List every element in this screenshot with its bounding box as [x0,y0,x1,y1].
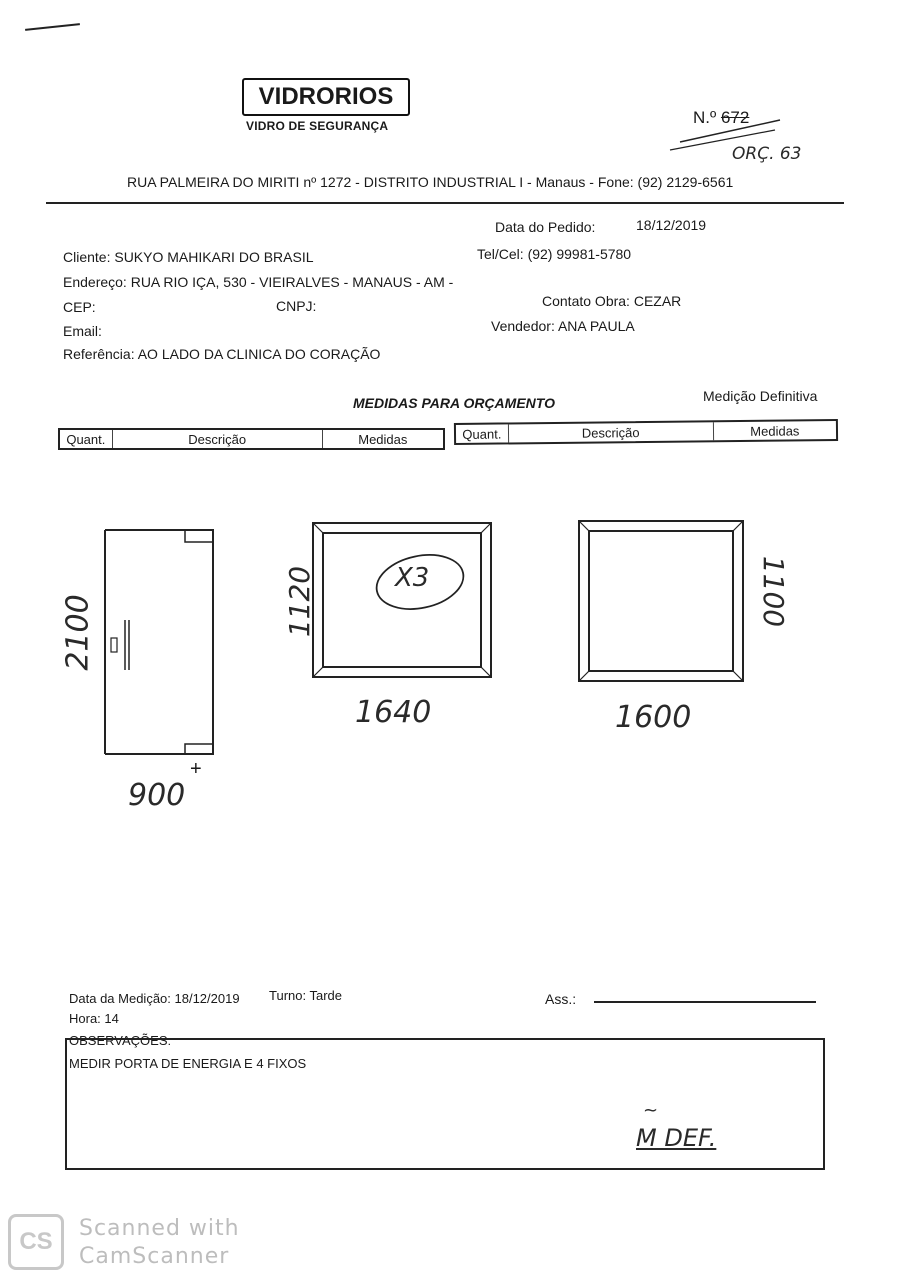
handwritten-note: M DEF. [636,1124,717,1152]
client-cep: CEP: [63,299,96,315]
reference: Referência: AO LADO DA CLINICA DO CORAÇÃO [63,346,381,362]
frame1-sketch [310,520,496,680]
client-email: Email: [63,323,102,339]
frame1-height: 1120 [283,565,317,638]
company-logo: VIDRORIOS [242,78,410,116]
observations-text: MEDIR PORTA DE ENERGIA E 4 FIXOS [69,1056,307,1071]
order-number-value: 672 [720,108,750,127]
measure-date: Data da Medição: 18/12/2019 [69,991,240,1006]
measures-table-right [454,419,838,445]
watermark-line-1: Scanned with [79,1216,240,1241]
measures-table-left [58,428,445,450]
client-cnpj: CNPJ: [276,298,317,314]
client-phone: Tel/Cel: (92) 99981-5780 [477,246,632,262]
handwritten-mark: ~ [643,1100,659,1121]
company-address: RUA PALMEIRA DO MIRITI nº 1272 - DISTRITO INDUSTRIAL I - Manaus - Fone: (92) 2129-6561 [127,174,734,190]
column-header-measures: Medidas [358,432,408,447]
watermark-line-2: CamScanner [79,1244,230,1269]
column-header-description: Descrição [509,422,714,442]
column-header-quant: Quant. [456,424,509,443]
client-name: Cliente: SUKYO MAHIKARI DO BRASIL [63,249,314,265]
order-date-label: Data do Pedido: [495,219,596,235]
column-header-description: Descrição [113,430,323,448]
observations-label: OBSERVAÇÕES: [69,1033,172,1048]
measure-hour: Hora: 14 [69,1011,119,1026]
frame1-quantity: X3 [395,563,430,593]
measures-title: MEDIDAS PARA ORÇAMENTO [353,395,555,411]
definitive-measure: Medição Definitiva [703,388,818,404]
signature-line [594,1001,816,1003]
door-height: 2100 [60,594,96,671]
camscanner-logo-icon [8,1214,64,1270]
frame2-height: 1100 [757,555,791,628]
column-header-measures: Medidas [750,423,800,439]
header-divider [46,202,844,204]
door-width: 900 [128,778,186,813]
plus-mark: + [190,758,202,780]
frame2-sketch [576,518,746,684]
order-date-value: 18/12/2019 [636,217,707,233]
seller-name: Vendedor: ANA PAULA [491,318,635,334]
camscanner-logo-text: CS [19,1228,53,1255]
frame1-width: 1640 [355,695,432,730]
scan-mark [25,23,80,31]
order-number-label: N.º [693,108,717,127]
frame2-width: 1600 [615,700,692,735]
measure-shift: Turno: Tarde [269,988,342,1003]
site-contact: Contato Obra: CEZAR [542,293,682,309]
signature-label: Ass.: [545,991,577,1007]
company-tagline: VIDRO DE SEGURANÇA [246,119,389,133]
client-address: Endereço: RUA RIO IÇA, 530 - VIEIRALVES - MANAUS - AM - [63,274,454,290]
column-header-quant: Quant. [60,430,113,448]
orc-note: ORÇ. 63 [732,144,802,164]
